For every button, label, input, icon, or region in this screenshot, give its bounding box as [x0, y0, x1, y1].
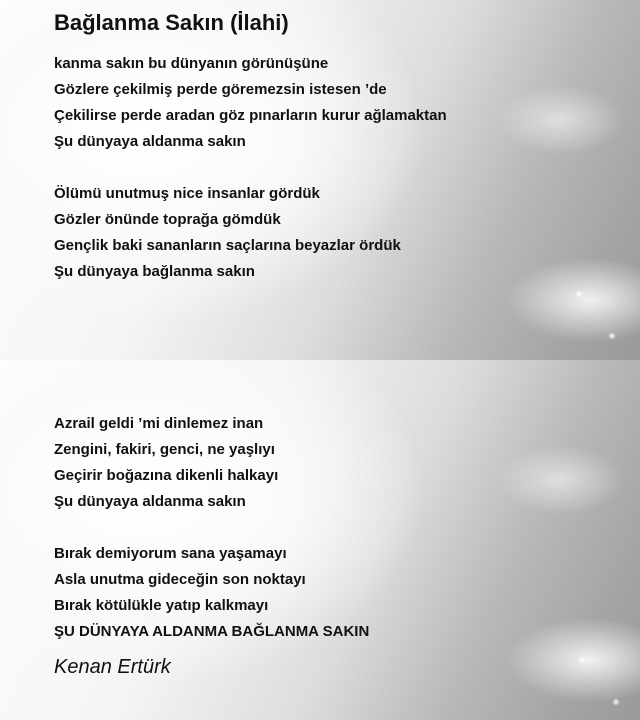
poem-line: Şu dünyaya bağlanma sakın — [54, 263, 255, 280]
sparkle-decoration — [608, 332, 616, 340]
poem-line: Şu dünyaya aldanma sakın — [54, 493, 246, 510]
poem-line: Geçirir boğazına dikenli halkayı — [54, 467, 279, 484]
poem-line: Azrail geldi ’mi dinlemez inan — [54, 415, 264, 432]
poem-line: Zengini, fakiri, genci, ne yaşlıyı — [54, 441, 275, 458]
stanza-2 — [54, 181, 401, 285]
sparkle-decoration — [575, 290, 583, 298]
poem-title: Bağlanma Sakın (İlahi) — [54, 10, 289, 35]
stanza-1 — [54, 51, 447, 155]
poem-line: Bırak kötülükle yatıp kalkmayı — [54, 597, 269, 614]
poem-line: ŞU DÜNYAYA ALDANMA BAĞLANMA SAKIN — [54, 623, 370, 640]
poem-line: Asla unutma gideceğin son noktayı — [54, 571, 306, 588]
poem-line: Ölümü unutmuş nice insanlar gördük — [54, 185, 320, 202]
poem-panel-bottom — [0, 360, 640, 720]
poem-line: Gözlere çekilmiş perde göremezsin istesen ’de — [54, 81, 387, 98]
sparkle-decoration — [578, 656, 586, 664]
poem-line: Gençlik baki sananların saçlarına beyazlar ördük — [54, 237, 401, 254]
stanza-3 — [54, 411, 278, 515]
sparkle-decoration — [612, 698, 620, 706]
poem-line: kanma sakın bu dünyanın görünüşüne — [54, 55, 329, 72]
poem-author: Kenan Ertürk — [54, 656, 171, 678]
poem-line: Şu dünyaya aldanma sakın — [54, 133, 246, 150]
stanza-4 — [54, 541, 369, 645]
poem-line: Gözler önünde toprağa gömdük — [54, 211, 281, 228]
poem-line: Çekilirse perde aradan göz pınarların kurur ağlamaktan — [54, 107, 447, 124]
poem-line: Bırak demiyorum sana yaşamayı — [54, 545, 287, 562]
